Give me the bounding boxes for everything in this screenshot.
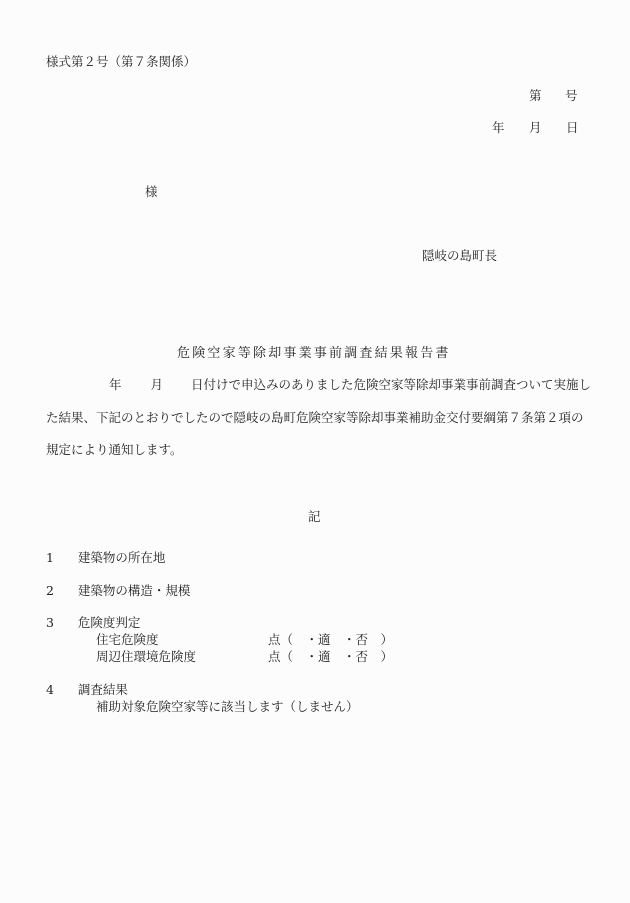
- item-label: 調査結果: [77, 682, 128, 697]
- item-number: 2: [46, 583, 54, 598]
- body-line-2: た結果、下記のとおりでしたので隠岐の島町危険空家等除却事業補助金交付要綱第７条第２項の: [46, 410, 584, 425]
- document-title: 危険空家等除却事業事前調査結果報告書: [177, 346, 451, 361]
- sub-item-label: 住宅危険度: [96, 632, 159, 647]
- sub-item-label: 周辺住環境危険度: [96, 649, 197, 664]
- item-1: [46, 552, 165, 565]
- item-number: 3: [46, 615, 54, 630]
- item-label: 建築物の構造・規模: [77, 583, 191, 598]
- item-number: 1: [46, 550, 54, 565]
- item-label: 建築物の所在地: [77, 550, 166, 565]
- body-line-3: 規定により通知します。: [46, 442, 183, 457]
- investigation-result: 補助対象危険空家等に該当します（しません）: [96, 699, 359, 714]
- form-number: 様式第２号（第７条関係）: [46, 54, 197, 69]
- body-line-1: [109, 379, 591, 392]
- item-4: [46, 684, 128, 697]
- body-line-1-text: 日付けで申込みのありました危険空家等除却事業事前調査ついて実施し: [190, 377, 591, 392]
- doc-number-go: 号: [565, 88, 578, 103]
- doc-number-dai: 第: [529, 88, 542, 103]
- body-year: 年: [109, 377, 122, 392]
- date-month: 月: [529, 120, 542, 135]
- item-2: [46, 585, 190, 598]
- item-number: 4: [46, 682, 54, 697]
- sender-name: 隠岐の島町長: [422, 248, 498, 263]
- sub-item-score: 点（ ・適 ・否 ）: [268, 632, 394, 647]
- ki-heading: 記: [308, 509, 321, 524]
- addressee-suffix: 様: [145, 184, 158, 199]
- body-month: 月: [150, 377, 163, 392]
- date-year: 年: [492, 120, 505, 135]
- item-3: [46, 617, 140, 630]
- sub-item-score: 点（ ・適 ・否 ）: [268, 649, 394, 664]
- item-label: 危険度判定: [77, 615, 141, 630]
- date-day: 日: [566, 120, 579, 135]
